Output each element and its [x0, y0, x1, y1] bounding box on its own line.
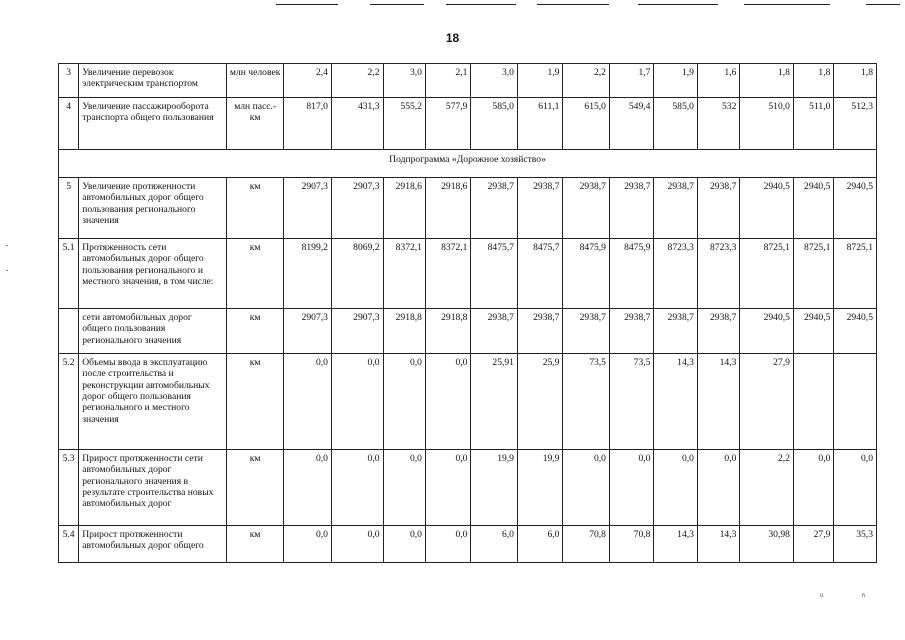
value-cell: 1,7 — [609, 64, 653, 98]
value-cell — [834, 354, 877, 450]
value-cell: 2907,3 — [331, 178, 383, 239]
value-cell: 8725,1 — [834, 239, 877, 309]
top-rule-6 — [744, 4, 830, 5]
value-cell: 27,9 — [793, 526, 833, 563]
top-rule-2 — [370, 4, 424, 5]
value-cell: 2938,7 — [471, 178, 518, 239]
indicator-name: Прирост протяженности сети автомобильных дорог регионального значения в результате строительства новых автомобильных дорог — [79, 450, 227, 526]
value-cell: 2918,8 — [425, 309, 471, 354]
value-cell: 30,98 — [740, 526, 794, 563]
row-number — [59, 309, 79, 354]
scan-speck — [6, 245, 8, 246]
table-row — [59, 450, 877, 526]
value-cell: 0,0 — [793, 450, 833, 526]
value-cell: 0,0 — [284, 450, 332, 526]
value-cell: 14,3 — [654, 354, 697, 450]
value-cell: 8475,7 — [517, 239, 563, 309]
scan-speck — [6, 270, 8, 271]
table-row — [59, 309, 877, 354]
value-cell: 2938,7 — [517, 309, 563, 354]
value-cell: 27,9 — [740, 354, 794, 450]
value-cell: 2938,7 — [517, 178, 563, 239]
value-cell: 0,0 — [383, 354, 425, 450]
indicator-name: Увеличение пассажирооборота транспорта общего пользования — [79, 98, 227, 150]
value-cell: 2,1 — [425, 64, 471, 98]
unit-cell: км — [226, 239, 284, 309]
value-cell: 1,8 — [834, 64, 877, 98]
unit-cell: км — [226, 354, 284, 450]
value-cell: 0,0 — [563, 450, 610, 526]
unit-cell: км — [226, 450, 284, 526]
value-cell: 2,2 — [740, 450, 794, 526]
value-cell: 611,1 — [517, 98, 563, 150]
value-cell: 8475,9 — [609, 239, 653, 309]
value-cell: 2940,5 — [834, 178, 877, 239]
scan-mark-2: ñ — [862, 593, 866, 599]
value-cell: 14,3 — [697, 354, 739, 450]
unit-cell: км — [226, 526, 284, 563]
value-cell: 0,0 — [697, 450, 739, 526]
value-cell: 8372,1 — [425, 239, 471, 309]
value-cell: 2938,7 — [697, 178, 739, 239]
value-cell: 8475,7 — [471, 239, 518, 309]
top-rule-7 — [866, 4, 900, 5]
value-cell: 2940,5 — [793, 178, 833, 239]
value-cell: 555,2 — [383, 98, 425, 150]
value-cell: 615,0 — [563, 98, 610, 150]
value-cell: 2940,5 — [793, 309, 833, 354]
value-cell: 0,0 — [609, 450, 653, 526]
unit-cell: км — [226, 178, 284, 239]
value-cell: 70,8 — [563, 526, 610, 563]
value-cell: 2,2 — [331, 64, 383, 98]
value-cell: 2938,7 — [471, 309, 518, 354]
row-number: 5.3 — [59, 450, 79, 526]
value-cell: 8723,3 — [654, 239, 697, 309]
value-cell: 431,3 — [331, 98, 383, 150]
value-cell: 2938,7 — [697, 309, 739, 354]
value-cell: 2907,3 — [284, 178, 332, 239]
unit-cell: км — [226, 309, 284, 354]
value-cell — [793, 354, 833, 450]
value-cell: 19,9 — [471, 450, 518, 526]
value-cell: 8199,2 — [284, 239, 332, 309]
section-row — [59, 150, 877, 178]
value-cell: 0,0 — [383, 526, 425, 563]
value-cell: 0,0 — [331, 354, 383, 450]
value-cell: 2918,8 — [383, 309, 425, 354]
value-cell: 0,0 — [331, 526, 383, 563]
value-cell: 0,0 — [331, 450, 383, 526]
value-cell: 0,0 — [383, 450, 425, 526]
value-cell: 2938,7 — [609, 309, 653, 354]
value-cell: 510,0 — [740, 98, 794, 150]
page-number: 18 — [445, 31, 460, 45]
value-cell: 577,9 — [425, 98, 471, 150]
row-number: 3 — [59, 64, 79, 98]
row-number: 5.2 — [59, 354, 79, 450]
value-cell: 1,8 — [793, 64, 833, 98]
top-rule-1 — [276, 4, 338, 5]
value-cell: 8069,2 — [331, 239, 383, 309]
value-cell: 2940,5 — [740, 309, 794, 354]
indicator-name: Объемы ввода в эксплуатацию после строительства и реконструкции автомобильных дорог общего пользования регионального и местного значения — [79, 354, 227, 450]
value-cell: 2940,5 — [740, 178, 794, 239]
section-title: Подпрограмма «Дорожное хозяйство» — [59, 150, 877, 178]
row-number: 5 — [59, 178, 79, 239]
value-cell: 2,2 — [563, 64, 610, 98]
table-row — [59, 64, 877, 98]
value-cell: 0,0 — [834, 450, 877, 526]
value-cell: 817,0 — [284, 98, 332, 150]
value-cell: 585,0 — [471, 98, 518, 150]
value-cell: 549,4 — [609, 98, 653, 150]
indicator-name: Прирост протяженности автомобильных дорог общего — [79, 526, 227, 563]
value-cell: 8372,1 — [383, 239, 425, 309]
value-cell: 0,0 — [654, 450, 697, 526]
row-number: 5.1 — [59, 239, 79, 309]
value-cell: 0,0 — [425, 526, 471, 563]
value-cell: 512,3 — [834, 98, 877, 150]
table-body — [59, 64, 877, 563]
value-cell: 19,9 — [517, 450, 563, 526]
value-cell: 1,9 — [654, 64, 697, 98]
value-cell: 2907,3 — [284, 309, 332, 354]
value-cell: 8725,1 — [793, 239, 833, 309]
indicator-name: сети автомобильных дорог общего пользования регионального значения — [79, 309, 227, 354]
table-row — [59, 354, 877, 450]
value-cell: 2907,3 — [331, 309, 383, 354]
value-cell: 35,3 — [834, 526, 877, 563]
indicator-name: Протяженность сети автомобильных дорог общего пользования регионального и местного значения, в том числе: — [79, 239, 227, 309]
value-cell: 14,3 — [654, 526, 697, 563]
value-cell: 2938,7 — [609, 178, 653, 239]
value-cell: 8723,3 — [697, 239, 739, 309]
value-cell: 585,0 — [654, 98, 697, 150]
value-cell: 8475,9 — [563, 239, 610, 309]
value-cell: 2,4 — [284, 64, 332, 98]
value-cell: 2938,7 — [563, 178, 610, 239]
scan-mark-1: ü — [820, 593, 824, 599]
top-rule-4 — [537, 4, 609, 5]
value-cell: 2938,7 — [563, 309, 610, 354]
value-cell: 6,0 — [517, 526, 563, 563]
value-cell: 1,9 — [517, 64, 563, 98]
value-cell: 0,0 — [425, 354, 471, 450]
table-row — [59, 526, 877, 563]
value-cell: 511,0 — [793, 98, 833, 150]
table-row — [59, 98, 877, 150]
table-row — [59, 239, 877, 309]
value-cell: 25,9 — [517, 354, 563, 450]
value-cell: 70,8 — [609, 526, 653, 563]
value-cell: 532 — [697, 98, 739, 150]
value-cell: 3,0 — [471, 64, 518, 98]
row-number: 5.4 — [59, 526, 79, 563]
indicator-name: Увеличение протяженности автомобильных дорог общего пользования регионального значения — [79, 178, 227, 239]
value-cell: 73,5 — [563, 354, 610, 450]
value-cell: 3,0 — [383, 64, 425, 98]
value-cell: 0,0 — [425, 450, 471, 526]
value-cell: 2940,5 — [834, 309, 877, 354]
value-cell: 0,0 — [284, 526, 332, 563]
value-cell: 6,0 — [471, 526, 518, 563]
top-rule-5 — [638, 4, 718, 5]
unit-cell: млн пасс.-км — [226, 98, 284, 150]
row-number: 4 — [59, 98, 79, 150]
value-cell: 1,8 — [740, 64, 794, 98]
unit-cell: млн человек — [226, 64, 284, 98]
top-rule-3 — [446, 4, 516, 5]
value-cell: 0,0 — [284, 354, 332, 450]
value-cell: 25,91 — [471, 354, 518, 450]
table-row — [59, 178, 877, 239]
indicators-table — [58, 63, 877, 563]
value-cell: 1,6 — [697, 64, 739, 98]
indicator-name: Увеличение перевозок электрическим транспортом — [79, 64, 227, 98]
value-cell: 73,5 — [609, 354, 653, 450]
value-cell: 2938,7 — [654, 309, 697, 354]
value-cell: 2918,6 — [425, 178, 471, 239]
value-cell: 14,3 — [697, 526, 739, 563]
value-cell: 2938,7 — [654, 178, 697, 239]
value-cell: 8725,1 — [740, 239, 794, 309]
value-cell: 2918,6 — [383, 178, 425, 239]
